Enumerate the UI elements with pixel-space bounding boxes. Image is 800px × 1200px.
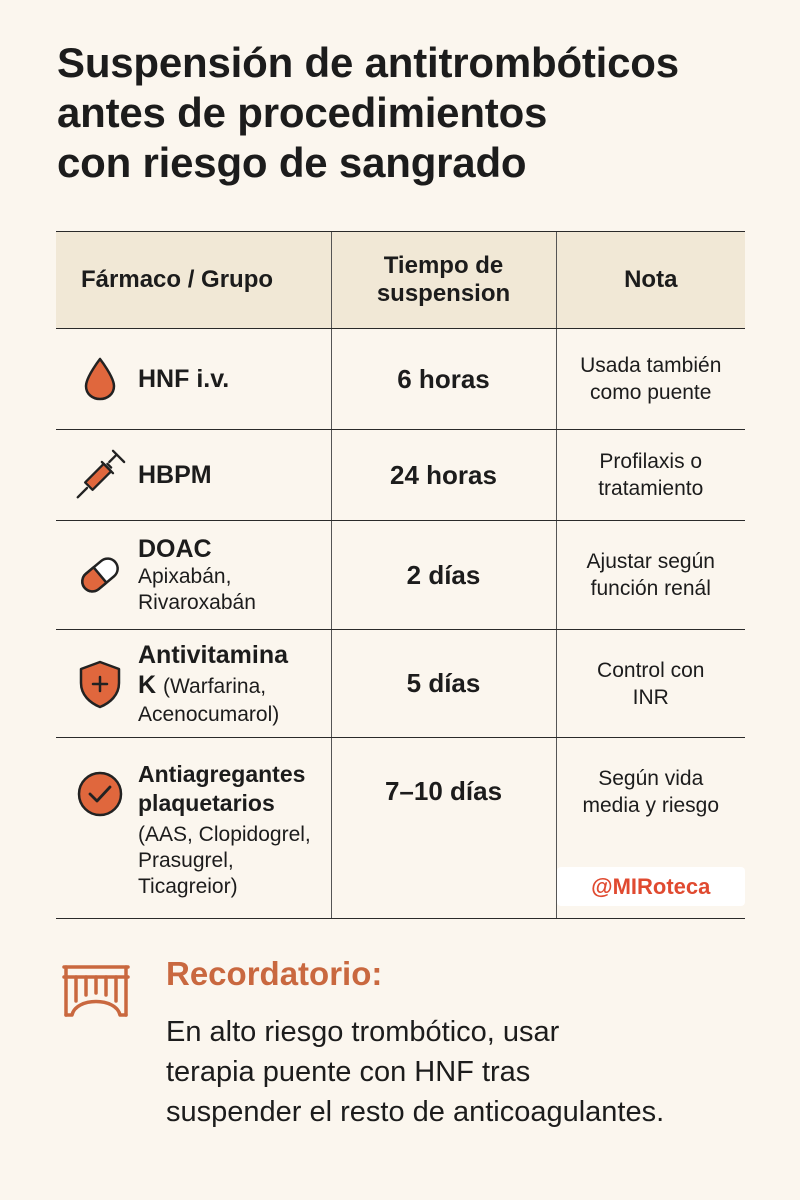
table-row — [56, 630, 745, 738]
header-drug: Fármaco / Grupo — [56, 232, 331, 329]
reminder-line: suspender el resto de anticoagulantes. — [166, 1096, 665, 1128]
drug-table — [56, 231, 745, 919]
watermark-tag: @MIRoteca — [557, 867, 746, 906]
drug-name: plaquetarios — [138, 790, 275, 816]
syringe-icon — [74, 449, 126, 501]
drug-examples: Ticagreior) — [138, 875, 238, 898]
check-circle-icon — [74, 768, 126, 820]
drug-name: HNF i.v. — [138, 365, 230, 393]
page-title — [57, 38, 777, 188]
title-line-2: antes de procedimientos — [57, 89, 548, 136]
note-cell — [556, 521, 745, 630]
drug-examples: (AAS, Clopidogrel, — [138, 823, 311, 846]
drug-examples: Apixabán, — [138, 565, 232, 588]
drug-cell — [56, 329, 331, 430]
note-line: función renál — [590, 577, 711, 600]
note-line: INR — [632, 685, 669, 709]
drug-name-block — [138, 534, 256, 616]
drug-examples: Rivaroxabán — [138, 591, 256, 614]
drug-name: K — [138, 670, 157, 699]
note-line: media y riesgo — [582, 794, 720, 817]
note-line: Según vida — [598, 767, 704, 790]
note-cell — [556, 329, 745, 430]
table-row — [56, 521, 745, 630]
capsule-icon — [74, 549, 126, 601]
reminder-line: terapia puente con HNF tras — [166, 1056, 531, 1088]
drug-name: Antiagregantes — [138, 761, 306, 787]
title-line-1: Suspensión de antitrombóticos — [57, 39, 679, 86]
drug-cell — [56, 521, 331, 630]
drug-cell — [56, 630, 331, 738]
drug-examples: (Warfarina, — [163, 674, 267, 698]
drug-name-block — [138, 760, 311, 900]
drug-name-block — [138, 640, 288, 728]
drug-examples: Prasugrel, — [138, 849, 234, 872]
note-line: Control con — [597, 658, 705, 682]
drug-cell — [56, 738, 331, 919]
note-line: Ajustar según — [586, 550, 715, 573]
header-time-line-2: suspension — [376, 280, 511, 307]
drug-name: DOAC — [138, 535, 212, 563]
note-line: Profilaxis o — [599, 450, 703, 473]
table-header-row — [56, 232, 745, 329]
header-time-line-1: Tiempo de — [383, 252, 504, 279]
drug-name: HBPM — [138, 461, 212, 489]
bridge-icon — [62, 963, 130, 1017]
drug-cell — [56, 430, 331, 521]
note-line: tratamiento — [598, 477, 704, 500]
note-cell — [556, 630, 745, 738]
table-row — [56, 738, 745, 919]
blood-drop-icon — [74, 353, 126, 405]
note-line: como puente — [590, 381, 712, 404]
suspension-time: 24 horas — [331, 430, 556, 521]
note-cell — [556, 738, 745, 919]
suspension-time: 6 horas — [331, 329, 556, 430]
drug-name: Antivitamina — [138, 640, 289, 669]
table-row — [56, 430, 745, 521]
shield-plus-icon — [74, 658, 126, 710]
drug-examples: Acenocumarol) — [138, 702, 280, 726]
note-cell — [556, 430, 745, 521]
header-note: Nota — [556, 232, 745, 329]
note-line: Usada también — [580, 354, 722, 377]
reminder-line: En alto riesgo trombótico, usar — [166, 1016, 560, 1048]
header-time — [331, 232, 556, 329]
suspension-time: 7–10 días — [331, 738, 556, 919]
suspension-time: 2 días — [331, 521, 556, 630]
suspension-time: 5 días — [331, 630, 556, 738]
reminder-title: Recordatorio: — [166, 955, 383, 992]
title-line-3: con riesgo de sangrado — [57, 139, 527, 186]
reminder-text — [166, 1012, 776, 1132]
table-row — [56, 329, 745, 430]
